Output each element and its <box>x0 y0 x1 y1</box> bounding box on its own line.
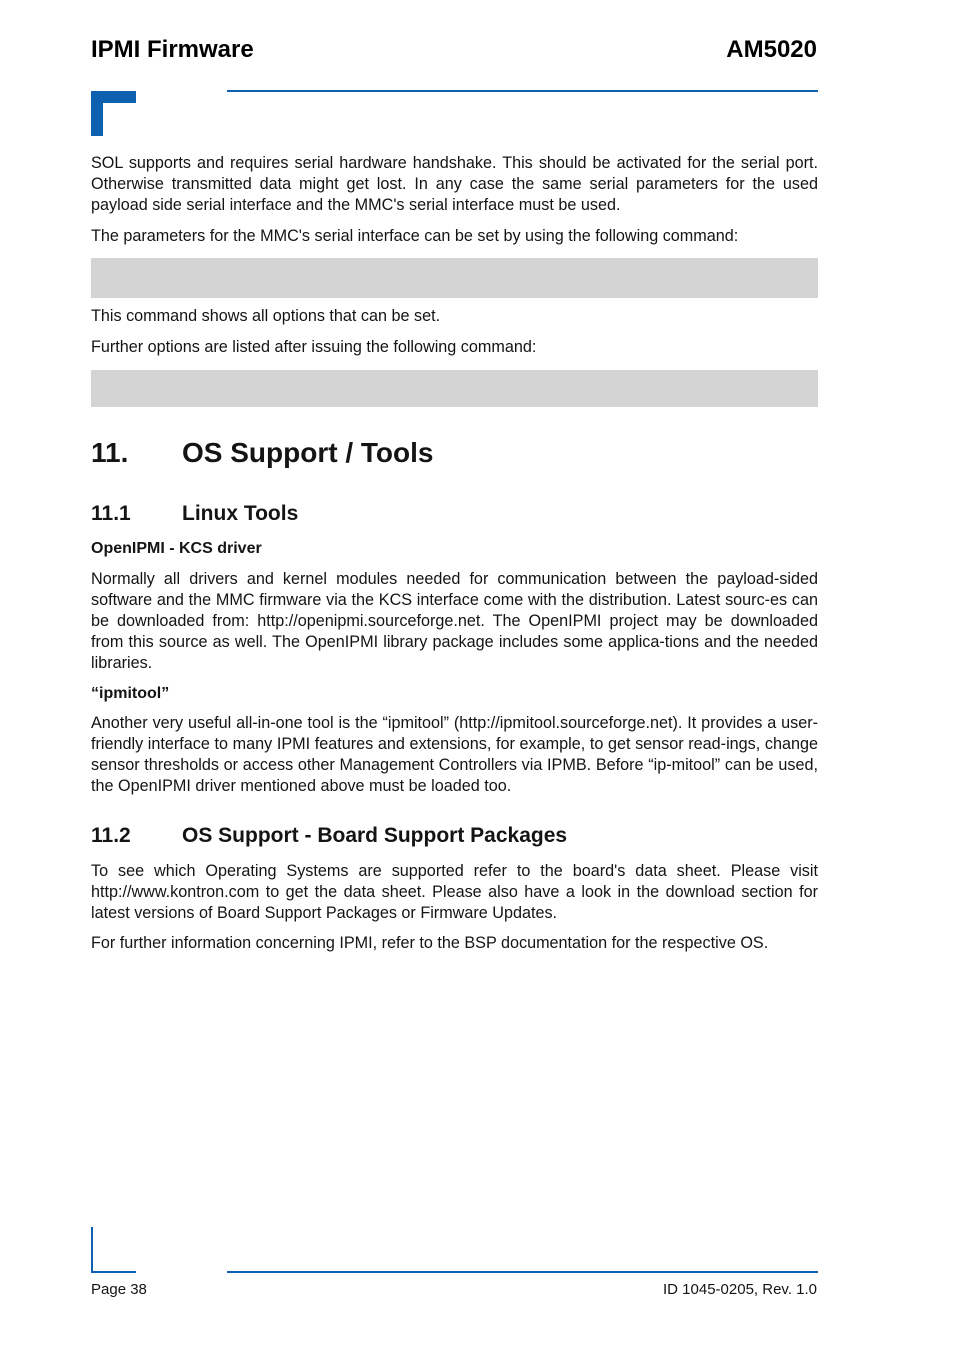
subheading-ipmitool: “ipmitool” <box>91 685 170 702</box>
paragraph-supported-os: To see which Operating Systems are supported refer to the board's data sheet. Please visit http://www.kontron.com to get the data sheet. Please also have a look in the download section for latest versions of Board Support Packages or Firmware Updates. <box>91 862 818 922</box>
paragraph-sol-handshake: SOL supports and requires serial hardware handshake. This should be activated for the serial port. Otherwise transmitted data might get lost. In any case the same serial parameters for the used payload side serial interface and the MMC's serial interface must be used. <box>91 154 818 214</box>
header-section-title: IPMI Firmware <box>91 36 254 63</box>
subheading-openipmi: OpenIPMI - KCS driver <box>91 540 262 557</box>
chapter-heading <box>91 437 433 469</box>
footer-rule <box>227 1271 818 1273</box>
header-rule <box>227 90 818 92</box>
header-product-name: AM5020 <box>726 36 817 63</box>
section-title: OS Support - Board Support Packages <box>182 824 568 847</box>
paragraph-ipmitool: Another very useful all-in-one tool is the “ipmitool” (http://ipmitool.sourceforge.net). It provides a user-friendly interface to many IPMI features and extensions, for example, to get sensor read-ings, change sensor thresholds or access other Management Controllers via IPMB. Before “ip-mitool” can be used, the OpenIPMI driver mentioned above must be loaded too. <box>91 714 818 795</box>
section-number: 11.1 <box>91 502 131 525</box>
section-heading-linux-tools <box>91 502 298 526</box>
paragraph-options: This command shows all options that can be set. <box>91 307 441 325</box>
corner-mark-bottom-horizontal <box>91 1271 136 1273</box>
chapter-title: OS Support / Tools <box>182 437 434 468</box>
section-title: Linux Tools <box>182 502 299 525</box>
command-box-2 <box>91 370 818 407</box>
paragraph-mmc-params: The parameters for the MMC's serial interface can be set by using the following command: <box>91 227 739 245</box>
chapter-number: 11. <box>91 437 129 468</box>
paragraph-openipmi: Normally all drivers and kernel modules needed for communication between the payload-sided software and the MMC firmware via the KCS interface come with the distribution. Latest sourc-es can be downloaded from: http://openipmi.sourceforge.net. The OpenIPMI project may be downloaded from this source as well. The OpenIPMI library package includes some applica-tions and the needed libraries. <box>91 570 818 672</box>
paragraph-further-info: For further information concerning IPMI, refer to the BSP documentation for the respective OS. <box>91 934 769 952</box>
corner-mark-bottom-vertical <box>91 1227 93 1273</box>
section-heading-bsp <box>91 824 567 848</box>
document-id: ID 1045-0205, Rev. 1.0 <box>663 1281 817 1298</box>
section-number: 11.2 <box>91 824 131 847</box>
paragraph-further-options: Further options are listed after issuing the following command: <box>91 338 537 356</box>
page-number: Page 38 <box>91 1281 147 1298</box>
corner-mark-top-horizontal <box>91 91 136 103</box>
command-box-1 <box>91 258 818 298</box>
